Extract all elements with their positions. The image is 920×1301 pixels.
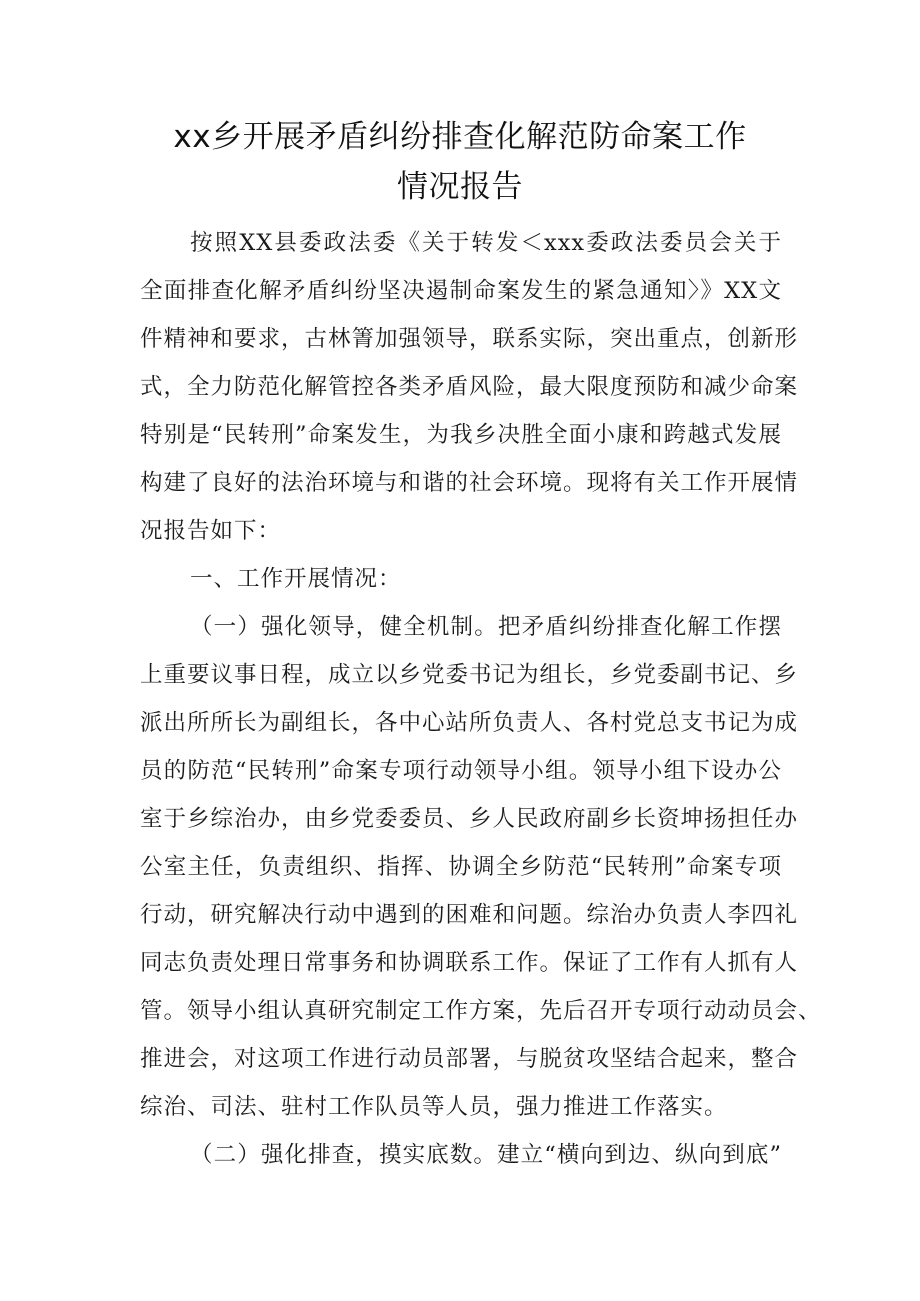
paragraph-intro-line: 按照XX县委政法委《关于转发＜xxx委政法委员会关于 <box>190 230 782 256</box>
paragraph-1-line: 综治、司法、驻村工作队员等人员，强力推进工作落实。 <box>140 1094 728 1120</box>
paragraph-intro-line: 特别是“民转刑”命案发生，为我乡决胜全面小康和跨越式发展 <box>140 422 782 448</box>
paragraph-1-line: 上重要议事日程，成立以乡党委书记为组长，乡党委副书记、乡 <box>140 662 799 688</box>
paragraph-intro-line: 件精神和要求，古林箐加强领导，联系实际，突出重点，创新形 <box>140 326 799 352</box>
paragraph-1-line: 管。领导小组认真研究制定工作方案，先后召开专项行动动员会、 <box>140 998 822 1024</box>
paragraph-intro-line: 式，全力防范化解管控各类矛盾风险，最大限度预防和减少命案 <box>140 374 799 400</box>
paragraph-1-line: （一）强化领导，健全机制。把矛盾纠纷排查化解工作摆 <box>190 614 782 640</box>
section-heading: 一、工作开展情况： <box>190 566 402 592</box>
paragraph-1-line: 公室主任，负责组织、指挥、协调全乡防范“民转刑”命案专项 <box>140 854 782 880</box>
paragraph-intro-line: 况报告如下： <box>140 518 282 544</box>
document-title-line-2: 情况报告 <box>397 169 523 205</box>
paragraph-1-line: 推进会，对这项工作进行动员部署，与脱贫攻坚结合起来，整合 <box>140 1046 799 1072</box>
paragraph-1-line: 员的防范“民转刑”命案专项行动领导小组。领导小组下设办公 <box>140 758 782 784</box>
paragraph-1-line: 派出所所长为副组长，各中心站所负责人、各村党总支书记为成 <box>140 710 799 736</box>
paragraph-intro-line: 全面排查化解矛盾纠纷坚决遏制命案发生的紧急通知〉》XX文 <box>140 278 782 304</box>
paragraph-1-line: 室于乡综治办，由乡党委委员、乡人民政府副乡长资坤扬担任办 <box>140 806 799 832</box>
paragraph-1-line: 行动，研究解决行动中遇到的困难和问题。综治办负责人李四礼 <box>140 902 799 928</box>
paragraph-2-line: （二）强化排查，摸实底数。建立“横向到边、纵向到底” <box>190 1142 782 1168</box>
paragraph-1-line: 同志负责处理日常事务和协调联系工作。保证了工作有人抓有人 <box>140 950 799 976</box>
paragraph-intro-line: 构建了良好的法治环境与和谐的社会环境。现将有关工作开展情 <box>140 470 799 496</box>
document-title-line-1: xx乡开展矛盾纠纷排查化解范防命案工作 <box>173 119 747 155</box>
